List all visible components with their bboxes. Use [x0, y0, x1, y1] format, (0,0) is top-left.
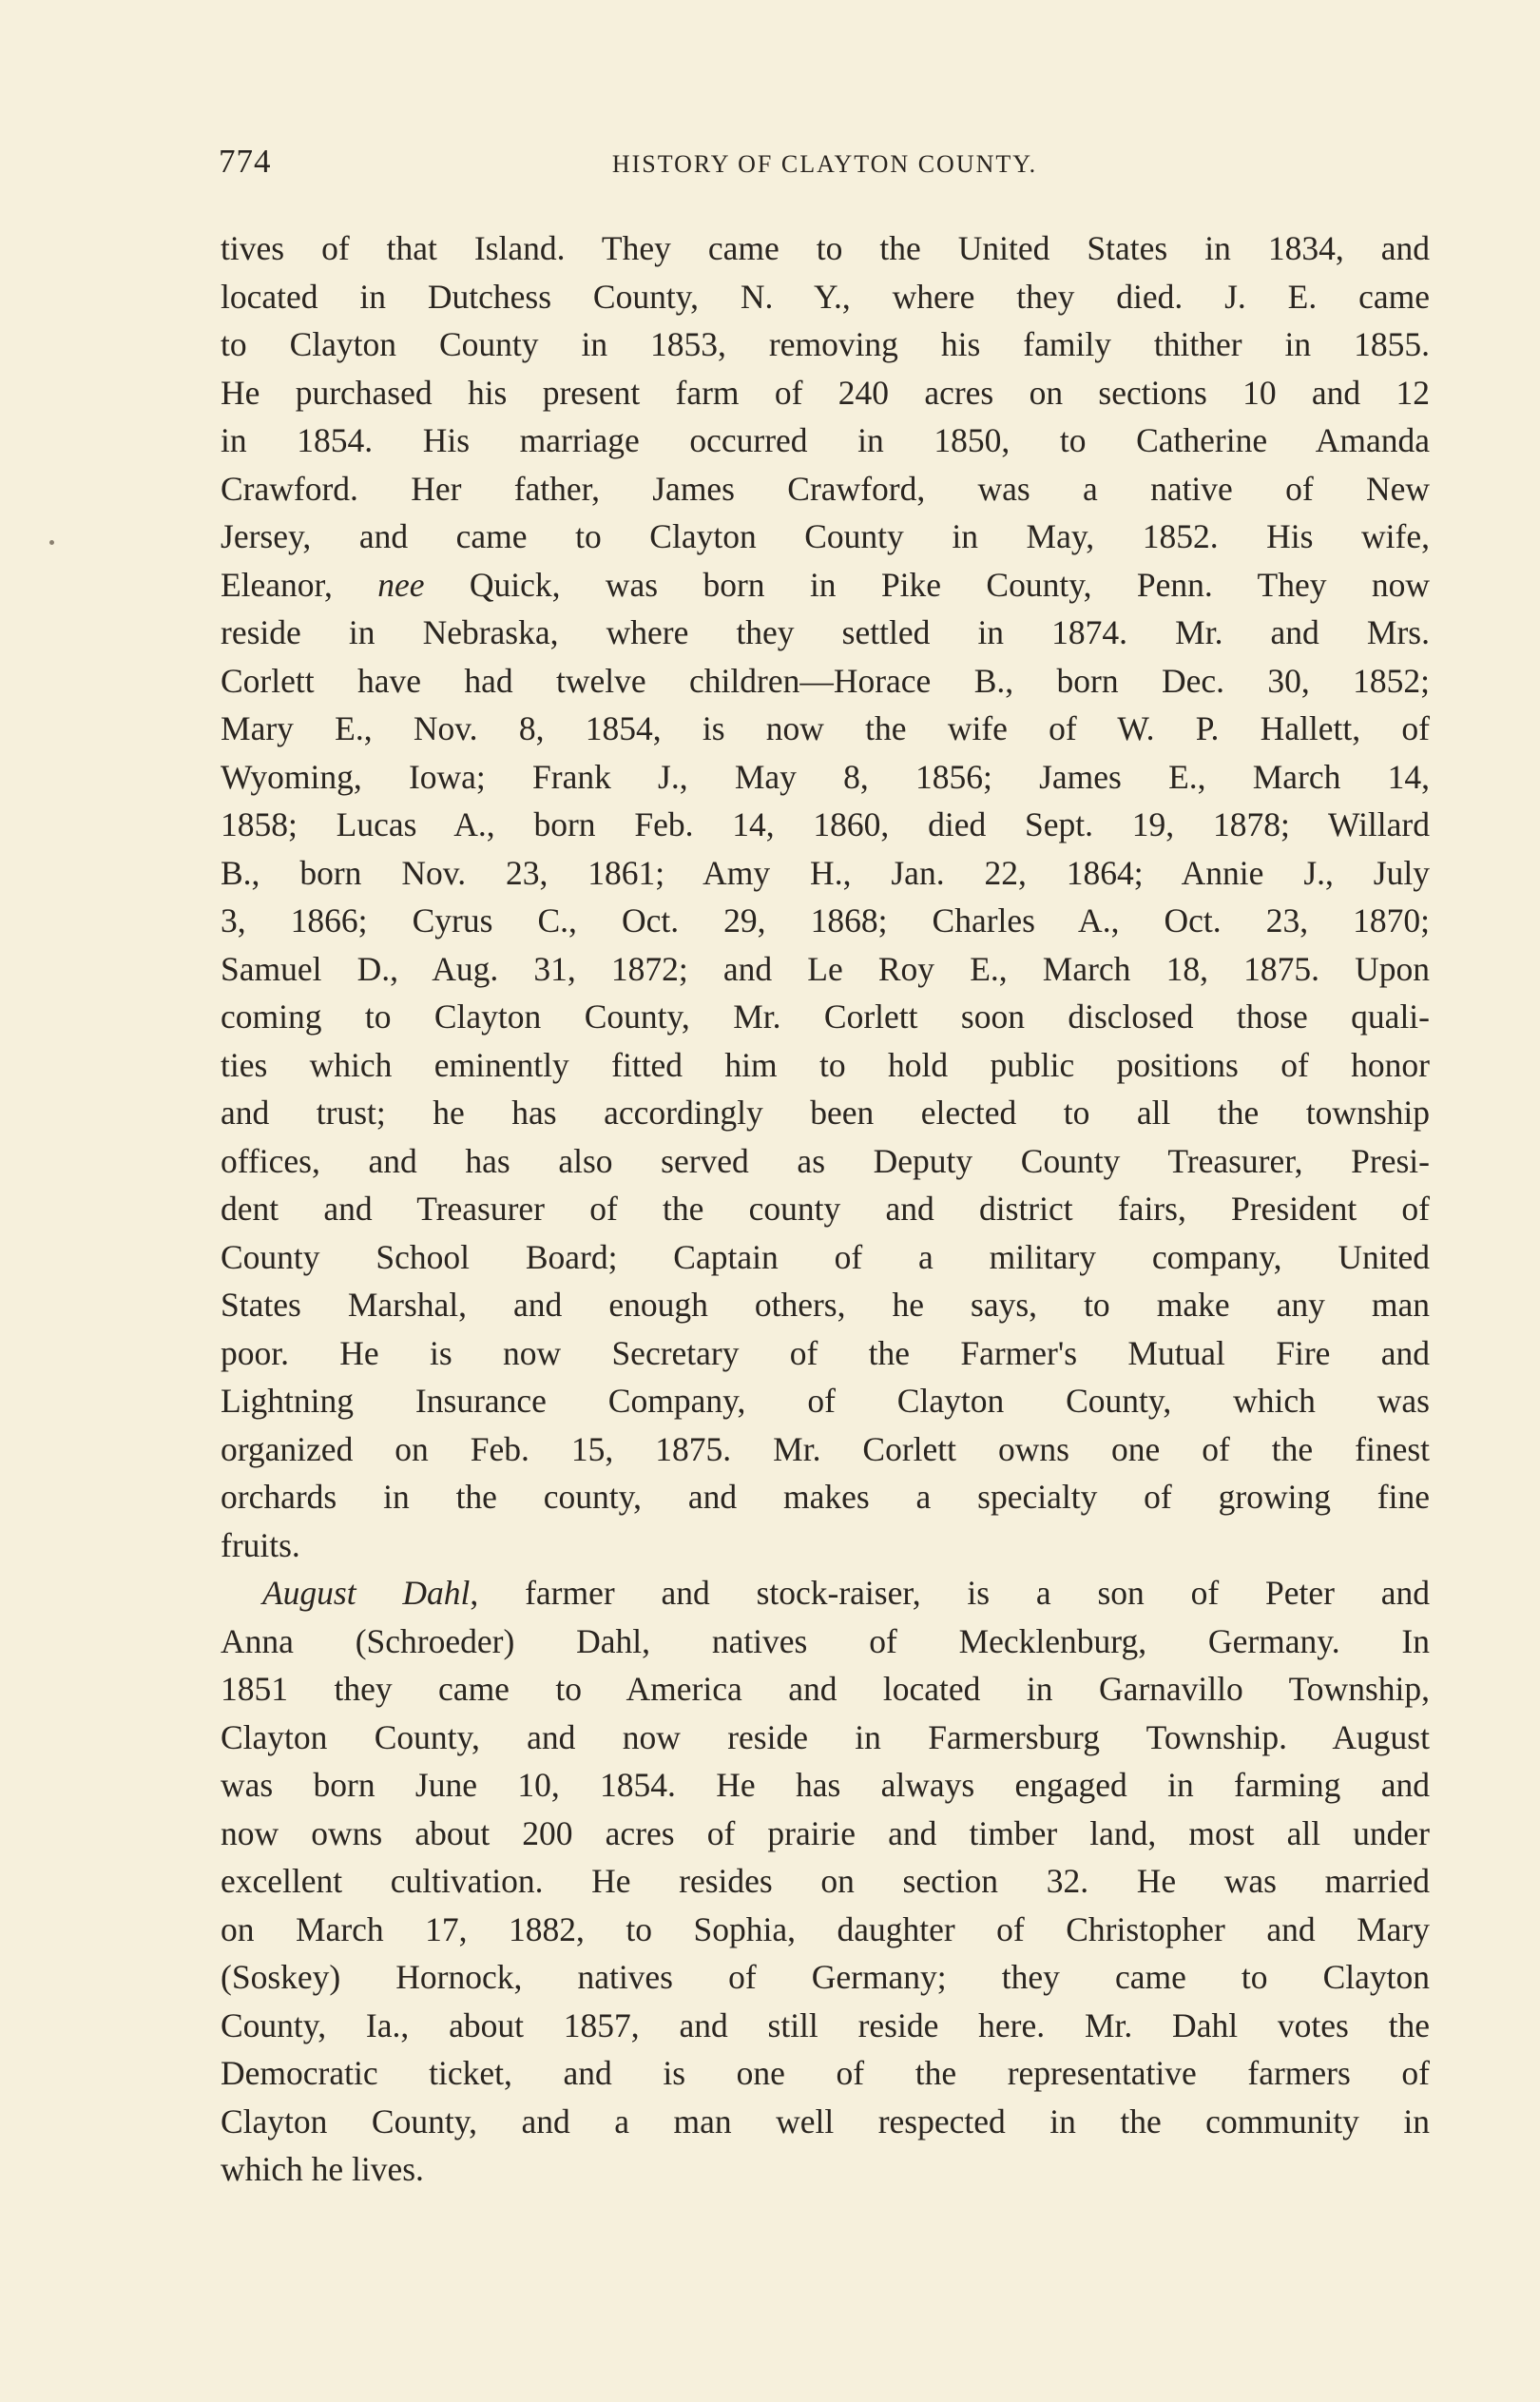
text-line: Mary E., Nov. 8, 1854, is now the wife of W. P. Hallett, of	[221, 709, 1430, 747]
text-line: organized on Feb. 15, 1875. Mr. Corlett owns one of the finest	[221, 1429, 1430, 1468]
text-line: Democratic ticket, and is one of the representative farmers of	[221, 2054, 1430, 2092]
text-line: orchards in the county, and makes a specialty of growing fine	[221, 1478, 1430, 1516]
text-line: and trust; he has accordingly been elected to all the township	[221, 1094, 1430, 1132]
text-line: Eleanor, nee Quick, was born in Pike County, Penn. They now	[221, 565, 1431, 604]
text-line: Clayton County, and now reside in Farmersburg Township. August	[221, 1717, 1430, 1756]
paragraph-august-dahl	[221, 1569, 1430, 2194]
text-line: States Marshal, and enough others, he says, to make any man	[221, 1286, 1430, 1324]
text-line: County, Ia., about 1857, and still reside here. Mr. Dahl votes the	[221, 2005, 1430, 2044]
text-line: dent and Treasurer of the county and district fairs, President of	[221, 1190, 1430, 1228]
italic-text: August Dahl	[262, 1574, 471, 1612]
text-line: 1851 they came to America and located in Garnavillo Township,	[221, 1670, 1430, 1708]
text-line: reside in Nebraska, where they settled in 1874. Mr. and Mrs.	[221, 613, 1430, 651]
text-line: offices, and has also served as Deputy County Treasurer, Presi-	[221, 1141, 1430, 1180]
text-line: tives of that Island. They came to the United States in 1834, and	[221, 229, 1430, 267]
paragraph-corlett	[221, 224, 1430, 1569]
text-line: was born June 10, 1854. He has always engaged in farming and	[221, 1766, 1430, 1804]
text-line: in 1854. His marriage occurred in 1850, to Catherine Amanda	[221, 421, 1430, 459]
text-line: County School Board; Captain of a military company, United	[221, 1237, 1430, 1276]
text-line: Jersey, and came to Clayton County in May, 1852. His wife,	[221, 517, 1430, 555]
text-line: poor. He is now Secretary of the Farmer's Mutual Fire and	[221, 1333, 1430, 1372]
running-title: HISTORY OF CLAYTON COUNTY.	[611, 150, 1038, 178]
text-line: (Soskey) Hornock, natives of Germany; they came to Clayton	[221, 1958, 1430, 1996]
text-line: Anna (Schroeder) Dahl, natives of Mecklenburg, Germany. In	[221, 1621, 1430, 1660]
text-line: He purchased his present farm of 240 acres on sections 10 and 12	[221, 373, 1430, 412]
text-line: located in Dutchess County, N. Y., where they died. J. E. came	[221, 277, 1430, 316]
text-line: on March 17, 1882, to Sophia, daughter of Christopher and Mary	[221, 1909, 1430, 1948]
text-line: Corlett have had twelve children—Horace B., born Dec. 30, 1852;	[221, 661, 1430, 700]
text-line: 3, 1866; Cyrus C., Oct. 29, 1868; Charles A., Oct. 23, 1870;	[221, 901, 1430, 939]
text-line: now owns about 200 acres of prairie and timber land, most all under	[221, 1813, 1430, 1852]
body-text	[221, 224, 1430, 2194]
text-line: B., born Nov. 23, 1861; Amy H., Jan. 22, 1864; Annie J., July	[221, 853, 1430, 892]
text-line: coming to Clayton County, Mr. Corlett soon disclosed those quali-	[221, 998, 1430, 1036]
text-line: Wyoming, Iowa; Frank J., May 8, 1856; James E., March 14,	[221, 757, 1430, 796]
text-line: Samuel D., Aug. 31, 1872; and Le Roy E., March 18, 1875. Upon	[221, 949, 1430, 988]
text-line: to Clayton County in 1853, removing his family thither in 1855.	[221, 325, 1430, 363]
page-header	[219, 143, 1431, 190]
italic-text: nee	[377, 565, 425, 604]
text-line: August Dahl, farmer and stock-raiser, is a son of Peter and	[262, 1574, 1430, 1612]
text-line: Crawford. Her father, James Crawford, was a native of New	[221, 469, 1430, 508]
stray-ink-mark	[49, 540, 54, 545]
text-line: excellent cultivation. He resides on section 32. He was married	[221, 1862, 1430, 1900]
text-line: Lightning Insurance Company, of Clayton County, which was	[221, 1382, 1430, 1420]
text-line: fruits.	[221, 1525, 300, 1564]
page-number: 774	[219, 143, 272, 180]
text-line: which he lives.	[221, 2150, 424, 2188]
text-line: ties which eminently fitted him to hold public positions of honor	[221, 1045, 1430, 1084]
text-line: Clayton County, and a man well respected in the community in	[221, 2102, 1430, 2140]
text-line: 1858; Lucas A., born Feb. 14, 1860, died Sept. 19, 1878; Willard	[221, 805, 1430, 843]
